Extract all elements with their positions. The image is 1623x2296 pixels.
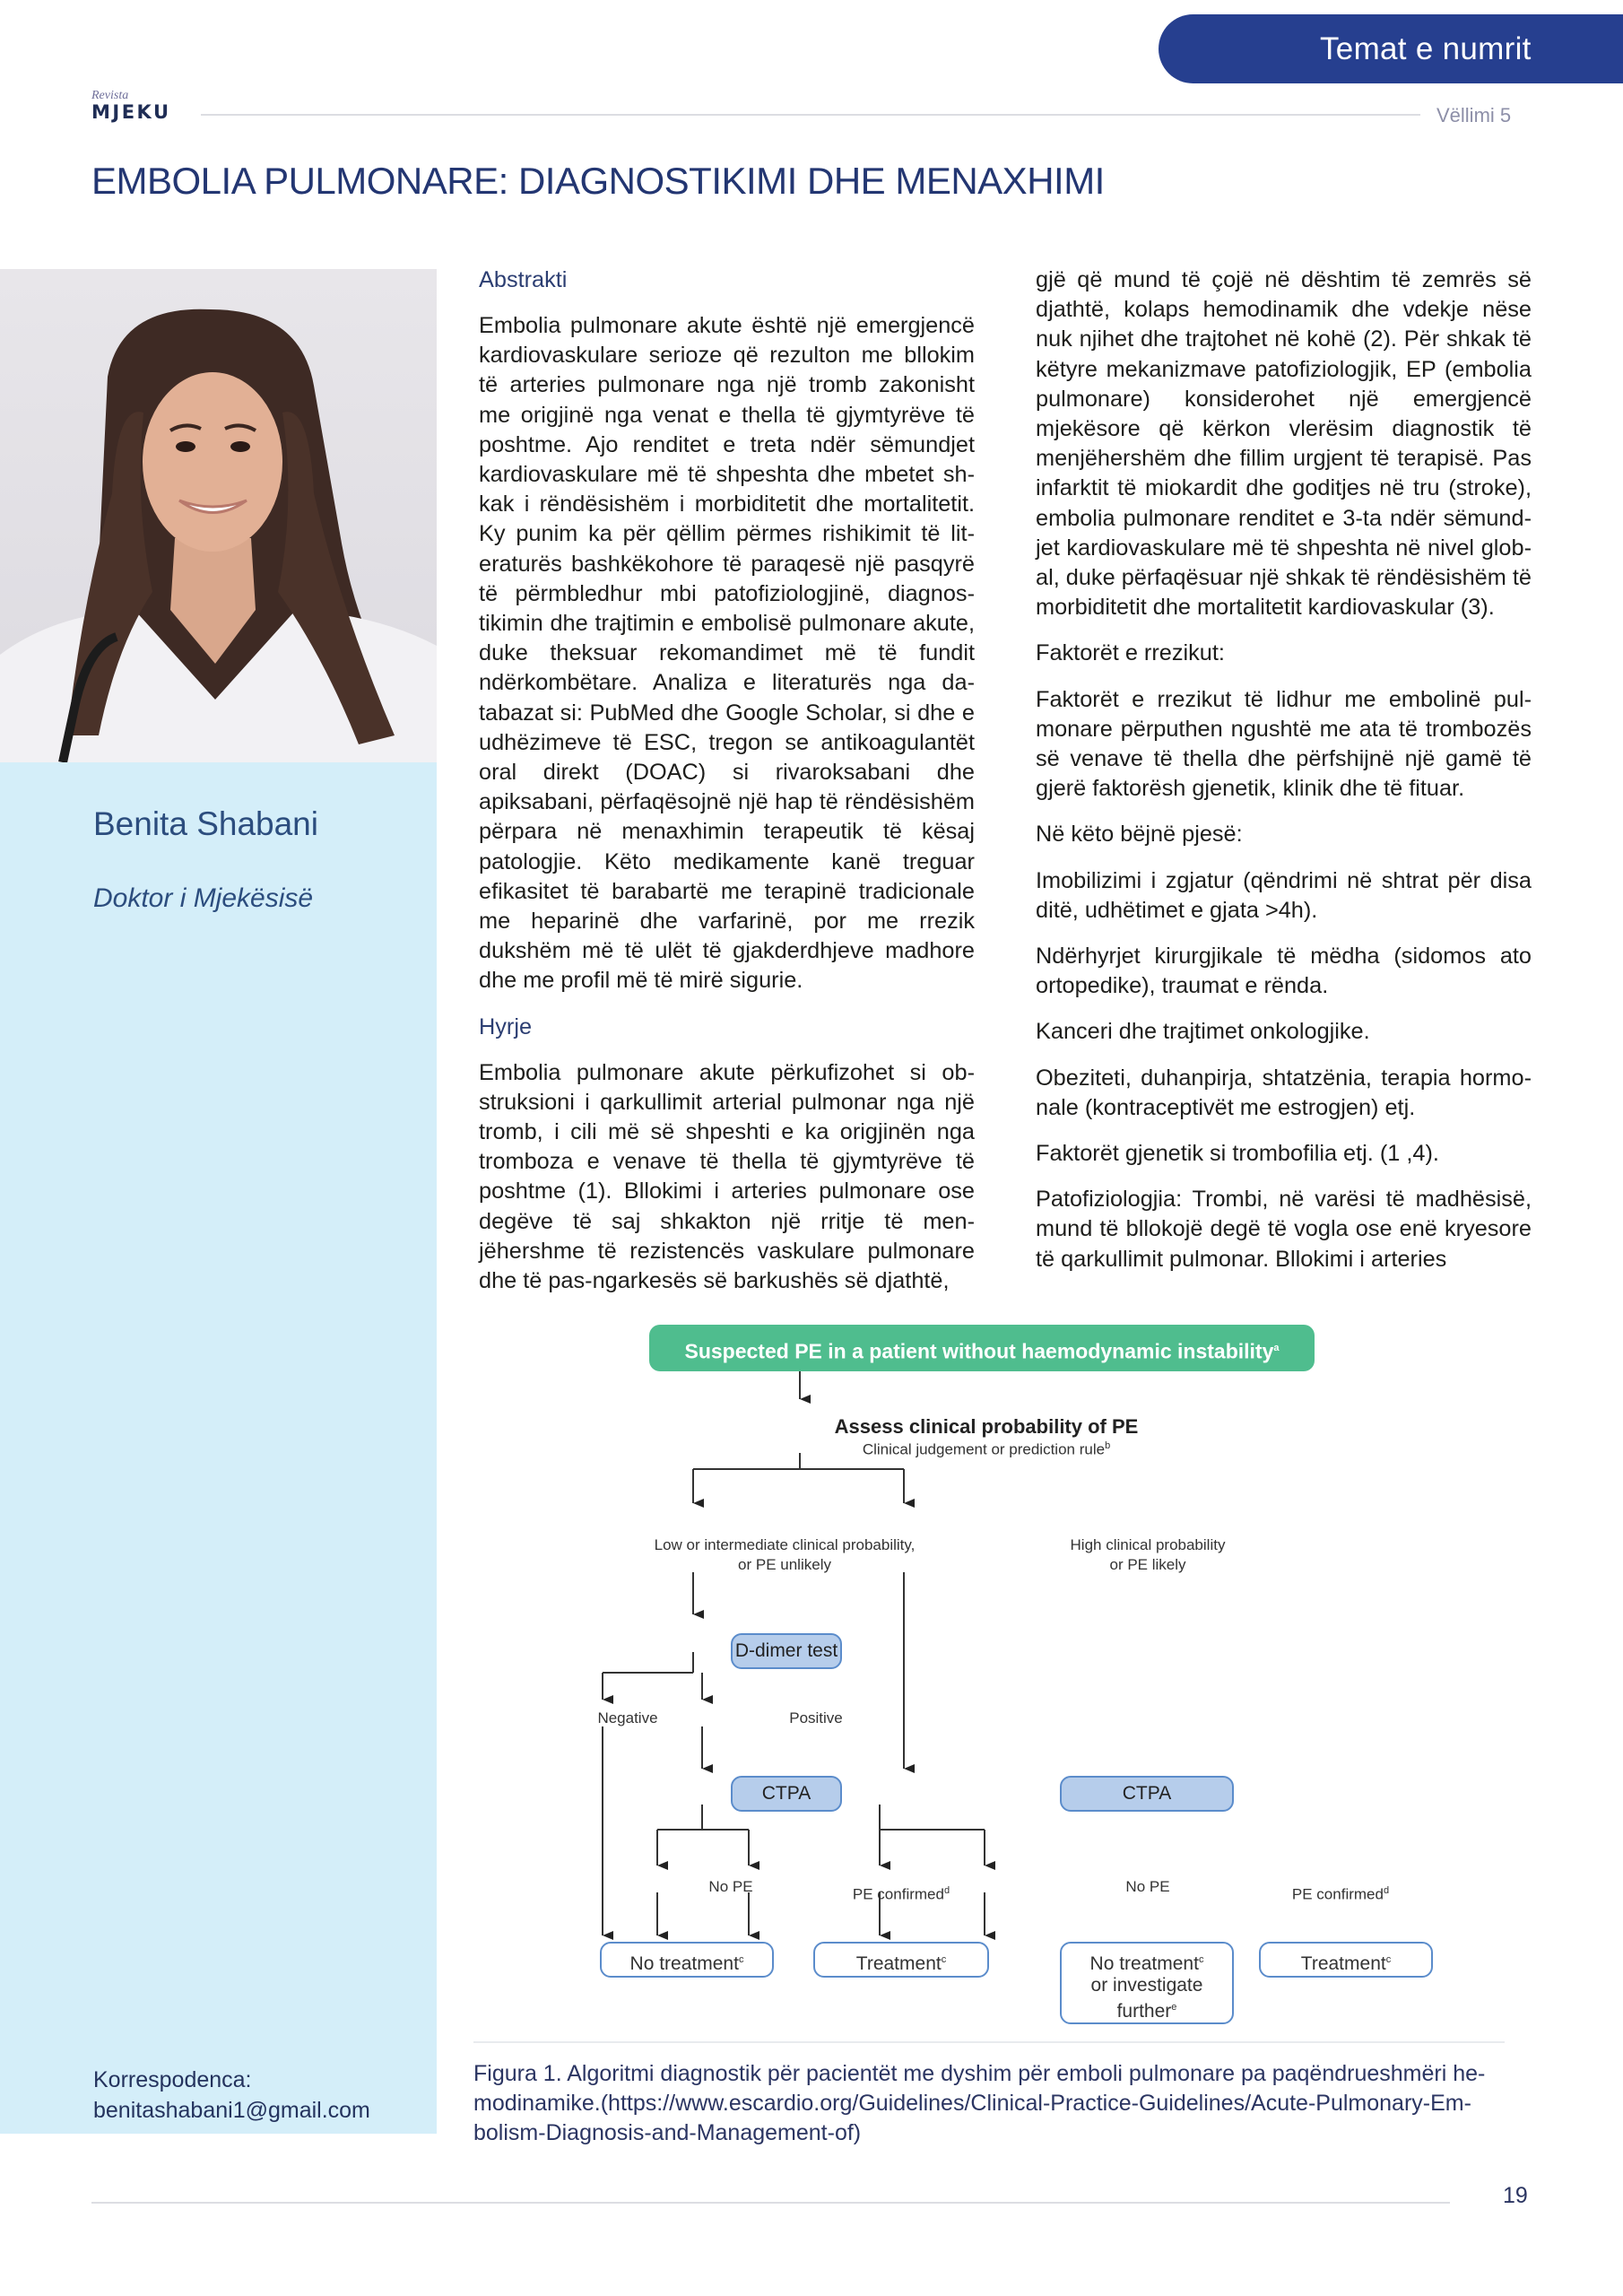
flow-label-line: High clinical probability — [1070, 1536, 1226, 1553]
footnote-marker: d — [943, 1885, 950, 1896]
flow-node-line — [1062, 1949, 1232, 1975]
footnote-marker: c — [1385, 1954, 1392, 1965]
caption-divider — [473, 2041, 1505, 2043]
flow-label-no-pe: No PE — [708, 1878, 753, 1895]
footnote-marker: a — [1273, 1343, 1280, 1353]
author-info-panel — [0, 762, 437, 2134]
risk-list-intro: Në këto bëjnë pjesë: — [1036, 822, 1243, 848]
author-role: Doktor i Mjekësisë — [93, 883, 314, 913]
logo-revista: Revista — [91, 89, 129, 102]
text-column-2 — [1036, 265, 1532, 1291]
flow-node-line: or investigate — [1090, 1975, 1203, 1996]
flow-node-assess-title: Assess clinical probability of PE — [834, 1415, 1139, 1438]
flow-label-line: Low or intermediate clinical probability, — [654, 1536, 916, 1553]
risk-item: Obeziteti, duhanpirja, shtatzënia, terapia hormonale (kontraceptivët me estrogjen) etj. — [1036, 1065, 1532, 1120]
risk-item: Imobilizimi i zgjatur (qëndrimi në shtrat për disa ditë, udhëtimet e gjata >4h). — [1036, 867, 1532, 923]
flow-node-treatment — [813, 1942, 989, 1978]
flow-label-text: PE confirmed — [852, 1885, 944, 1903]
flow-node-text: Treatment — [855, 1953, 942, 1974]
page-number: 19 — [1503, 2183, 1528, 2208]
flow-node-text: further — [1116, 2001, 1172, 2022]
flow-label-low-probability — [628, 1535, 942, 1575]
flow-label-high-probability — [1013, 1535, 1282, 1575]
flow-node-assess-subtitle — [735, 1440, 1237, 1459]
footnote-marker: b — [1105, 1440, 1111, 1451]
footnote-marker: c — [1198, 1954, 1204, 1965]
flow-node-ctpa-left: CTPA — [731, 1776, 842, 1812]
footnote-marker: e — [1171, 2002, 1177, 2013]
author-name: Benita Shabani — [93, 805, 318, 842]
flow-node-text: Clinical judgement or prediction rule — [862, 1440, 1106, 1458]
footnote-marker: d — [1383, 1885, 1390, 1896]
flow-node-text: Treatment — [1300, 1953, 1386, 1974]
flow-node-text: Suspected PE in a patient without haemodynamic instability — [684, 1339, 1274, 1363]
risk-item: Kanceri dhe trajtimet onkologjike. — [1036, 1019, 1370, 1045]
flow-node-suspected-pe — [649, 1325, 1315, 1371]
flow-node-text: No treatment — [629, 1953, 739, 1974]
flow-label-line: or PE unlikely — [738, 1556, 831, 1573]
portrait-illustration-icon — [0, 269, 437, 762]
flow-node-line — [1062, 1996, 1232, 2022]
footnote-marker: c — [941, 1954, 947, 1965]
intro-continued-paragraph: gjë që mund të çojë në dështim të zemrës së djathtë, kolaps hemodinamik dhe vdekje nëse nuk njihet dhe trajtohet në kohë (2). Për shkak të këtyre mekanizmave patofiziologjik, EP (embolia pulmonare) konsiderohet një emergjencë mjekësore që kërkon vlerësim diagnostik të menjëhershëm dhe fillim urgjent të terapisë. Pas infarktit të miokardit dhe goditjes në tru (stroke), embolia pulmonare renditet e 3-ta ndër sëmundjet kardiovaskulare më të shpeshta në nivel global, duke përfaqësuar një shkak të rëndësishëm të morbiditetit dhe mortalitetit kardiovaskular (3). — [1036, 267, 1532, 621]
flow-label-pe-confirmed — [838, 1881, 964, 1905]
figure-caption: Figura 1. Algoritmi diagnostik për pacientët me dyshim për emboli pulmonare pa paqëndrueshmëri hemodinamike.(https://www.escardio.org/Guidelines/Clinical-Practice-Guidelines/Acute-Pulmonary-Embolism-Diagnosis-and-Management-of) — [473, 2061, 1486, 2145]
footer-divider — [91, 2202, 1450, 2204]
abstract-paragraph: Embolia pulmonare akute është një emergjencë kardiovaskulare serioze që rezulton me bllokim të arteries pulmonare nga një tromb zakonisht me origjinë nga venat e thella të gjymtyrëve të poshtme. Ajo renditet e treta ndër sëmundjet kardiovaskulare më të shpeshta dhe mbetet shkak i rëndësishëm i morbiditetit dhe mortalitetit. Ky punim ka për qëllim përmes rishikimit të literaturës bashkëkohore të paraqesë një pasqyrë të përmbledhur mbi patofiziologjinë, diagnostikimin dhe trajtimin e embolisë pulmonare akute, duke theksuar rekomandimet më të fundit ndërkombëtare. Analiza e literaturës nga databazat si: PubMed dhe Google Scholar, si dhe e udhëzimeve të ESC, tregon se antikoagulantët oral direkt (DOAC) si rivaroksabani dhe apiksabani, përfaqësojnë një hap të rëndësishëm përpara në menaxhimin terapeutik të kësaj patologjie. Këto medikamente kanë treguar efikasitet të barabartë me terapinë tradicionale me heparinë dhe varfarinë, por me rrezik dukshëm më të ulët të gjakderdhjeve madhore dhe me profil më të mirë sigurie. — [479, 313, 975, 994]
risk-factors-heading: Faktorët e rrezikut: — [1036, 640, 1225, 666]
pathophysiology-paragraph: Patofiziologjia: Trombi, në varësi të madhësisë, mund të bllokojë degë të vogla ose enë kryesore të qarkullimit pulmonar. Bllokimi i arteries — [1036, 1187, 1532, 1272]
correspondence-block — [93, 2065, 370, 2126]
author-photo — [0, 269, 437, 762]
logo-mjeku: MJEKU — [91, 101, 171, 123]
footnote-marker: c — [738, 1954, 744, 1965]
section-tab-label: Temat e numrit — [1320, 30, 1532, 66]
intro-paragraph: Embolia pulmonare akute përkufizohet si obstruksioni i qarkullimit arterial pulmonar nga një tromb, i cili më së shpeshti e ka origjinën nga tromboza e venave të thella të gjymtyrëve të poshtme (1). Bllokimi i arteries pulmonare ose degëve të saj shkakton një rritje të menjëhershme të rezistencës vaskulare pulmonare dhe të pas-ngarkesës së barkushës së djathtë, — [479, 1059, 975, 1294]
section-tab-temat-e-numrit[interactable] — [1159, 14, 1623, 83]
flow-node-no-treatment-or-investigate — [1060, 1942, 1234, 2024]
volume-label: Vëllimi 5 — [1436, 104, 1512, 126]
article-title: EMBOLIA PULMONARE: DIAGNOSTIKIMI DHE MENAXHIMI — [91, 160, 1105, 202]
flow-node-ddimer: D-dimer test — [731, 1633, 842, 1669]
correspondence-label: Korrespodenca: — [93, 2067, 252, 2092]
risk-item: Ndërhyrjet kirurgjikale të mëdha (sidomos ato ortopedike), traumat e rënda. — [1036, 944, 1532, 999]
flow-label-line: or PE likely — [1109, 1556, 1186, 1573]
flow-label-pe-confirmed-right — [1278, 1881, 1403, 1905]
flow-label-text: PE confirmed — [1291, 1885, 1384, 1903]
intro-heading: Hyrje — [479, 1013, 533, 1039]
flow-label-negative: Negative — [597, 1709, 658, 1726]
abstract-heading: Abstrakti — [479, 267, 568, 292]
text-column-1 — [479, 265, 975, 1312]
flow-node-ctpa-right: CTPA — [1060, 1776, 1234, 1812]
author-email-link[interactable]: benitashabani1@gmail.com — [93, 2098, 370, 2123]
flow-node-text: No treatment — [1089, 1953, 1199, 1974]
risk-item: Faktorët gjenetik si trombofilia etj. (1 ,4). — [1036, 1141, 1439, 1167]
header-divider — [201, 114, 1420, 116]
flow-label-positive: Positive — [789, 1709, 843, 1726]
flow-label-no-pe-right: No PE — [1125, 1878, 1170, 1895]
flow-node-no-treatment — [600, 1942, 774, 1978]
risk-factors-paragraph: Faktorët e rrezikut të lidhur me embolinë pulmonare përputhen ngushtë me ata të trombozës së venave të thella dhe përfshijnë një gamë të gjerë faktorësh gjenetik, klinik dhe të fituar. — [1036, 686, 1532, 802]
journal-logo — [91, 90, 171, 122]
flow-node-treatment-right — [1259, 1942, 1433, 1978]
